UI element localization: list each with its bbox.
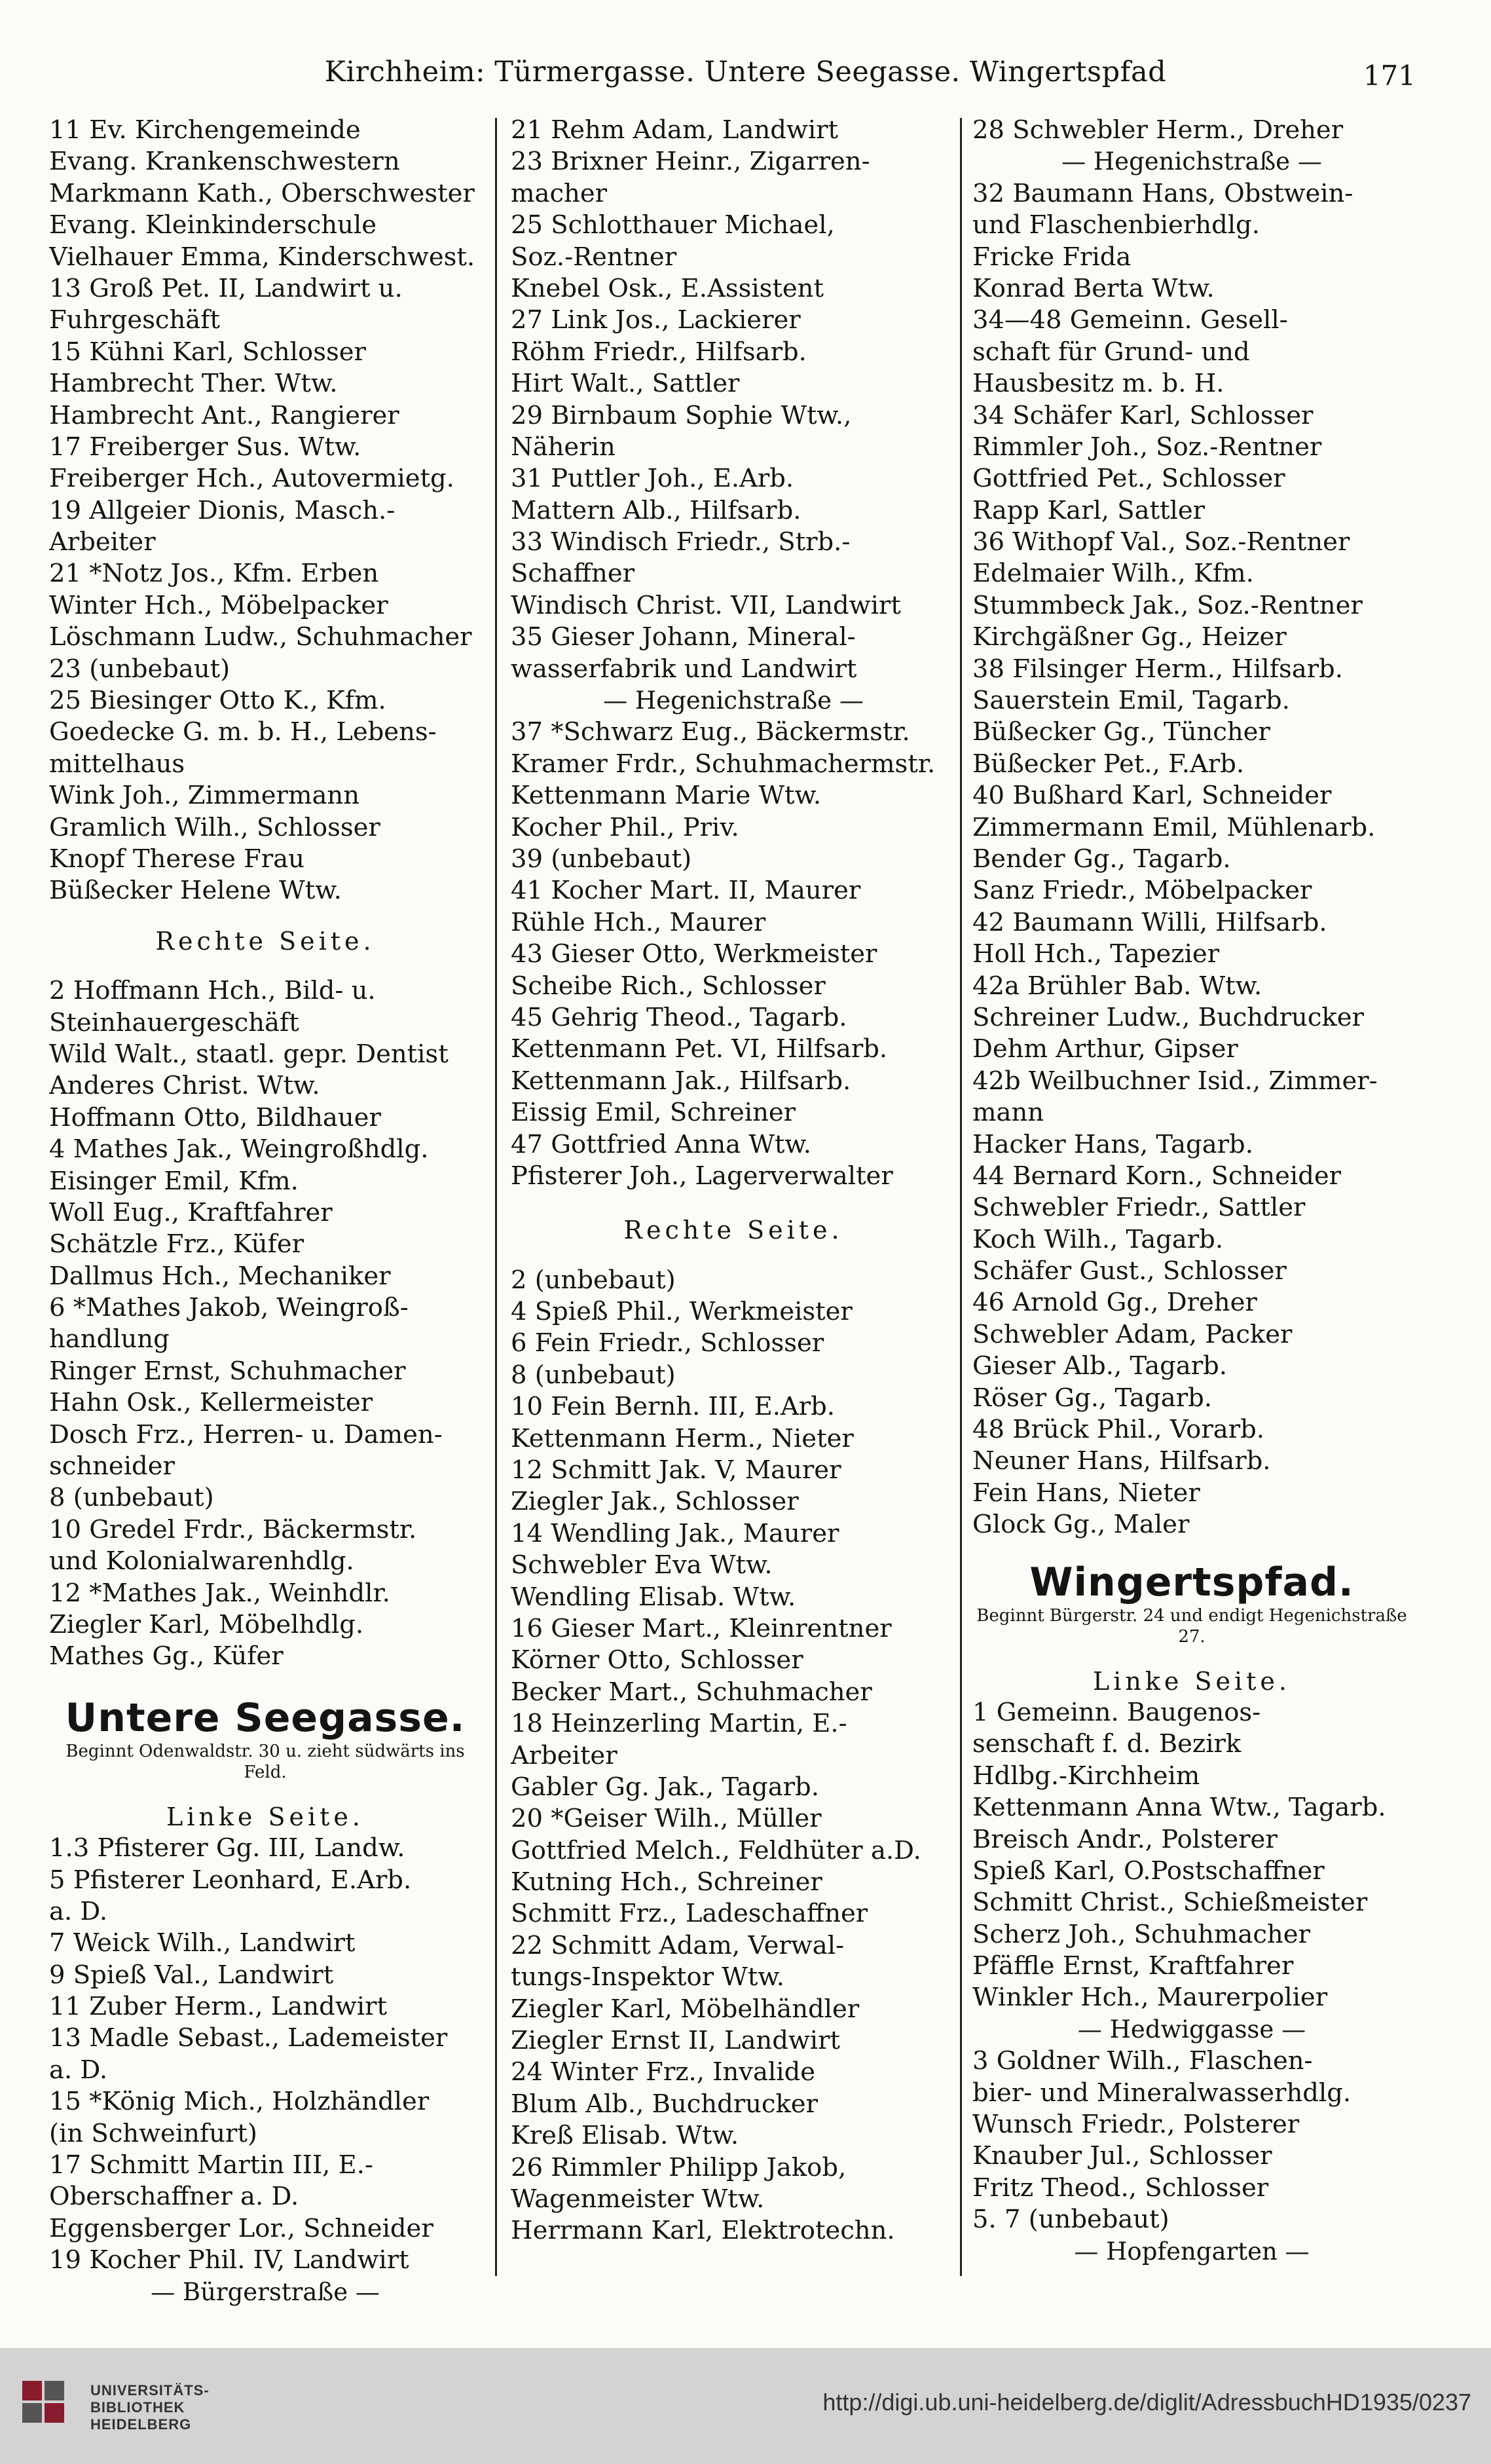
- directory-entry: mittelhaus: [49, 749, 185, 779]
- directory-entry: 28 Schwebler Herm., Dreher: [972, 115, 1344, 145]
- street-heading: Untere Seegasse.: [65, 1694, 466, 1741]
- directory-entry: 15 Kühni Karl, Schlosser: [49, 337, 366, 367]
- directory-entry: 19 Allgeier Dionis, Masch.-: [49, 495, 396, 525]
- directory-entry: (in Schweinfurt): [49, 2118, 257, 2148]
- directory-entry: bier- und Mineralwasserhdlg.: [972, 2078, 1352, 2108]
- directory-entry: Hahn Osk., Kellermeister: [49, 1388, 373, 1418]
- university-seal-icon: [18, 2377, 77, 2436]
- directory-entry: Schmitt Christ., Schießmeister: [972, 1888, 1368, 1918]
- directory-entry: Kocher Phil., Priv.: [511, 812, 739, 842]
- directory-entry: Steinhauergeschäft: [49, 1007, 299, 1037]
- directory-entry: Stummbeck Jak., Soz.-Rentner: [972, 590, 1363, 620]
- directory-entry: Anderes Christ. Wtw.: [49, 1071, 320, 1101]
- logo-text: [90, 2382, 210, 2433]
- street-note: Beginnt Bürgerstr. 24 und endigt Hegenichstraße 27.: [976, 1605, 1407, 1647]
- directory-entry: 29 Birnbaum Sophie Wtw.,: [511, 400, 852, 430]
- logo-line: HEIDELBERG: [90, 2416, 192, 2433]
- directory-entry: Gottfried Melch., Feldhüter a.D.: [511, 1835, 921, 1865]
- directory-entry: Markmann Kath., Oberschwester: [49, 178, 475, 208]
- directory-entry: Scheibe Rich., Schlosser: [511, 971, 826, 1001]
- directory-entry: 47 Gottfried Anna Wtw.: [511, 1129, 811, 1159]
- directory-entry: wasserfabrik und Landwirt: [511, 654, 857, 684]
- directory-entry: 1.3 Pfisterer Gg. III, Landw.: [49, 1833, 405, 1863]
- directory-entry: 15 *König Mich., Holzhändler: [49, 2087, 430, 2117]
- directory-entry: 5 Pfisterer Leonhard, E.Arb.: [49, 1865, 412, 1895]
- directory-entry: 11 Ev. Kirchengemeinde: [49, 115, 361, 145]
- directory-entry: 43 Gieser Otto, Werkmeister: [511, 939, 877, 969]
- directory-entry: Kettenmann Anna Wtw., Tagarb.: [972, 1793, 1386, 1823]
- directory-entry: Kettenmann Marie Wtw.: [511, 781, 822, 811]
- entries-block: [49, 975, 481, 1673]
- directory-entry: handlung: [49, 1324, 170, 1354]
- directory-entry: 17 Freiberger Sus. Wtw.: [49, 432, 361, 462]
- directory-entry: Ziegler Ernst II, Landwirt: [511, 2026, 841, 2056]
- directory-entry: 4 Spieß Phil., Werkmeister: [511, 1297, 853, 1327]
- directory-entry: Zimmermann Emil, Mühlenarb.: [972, 812, 1376, 842]
- column-1: [49, 115, 481, 2308]
- logo-line: UNIVERSITÄTS-: [90, 2382, 210, 2399]
- directory-entry: Koch Wilh., Tagarb.: [972, 1224, 1224, 1254]
- directory-entry: Woll Eug., Kraftfahrer: [49, 1197, 333, 1227]
- directory-entry: Wagenmeister Wtw.: [511, 2184, 765, 2214]
- directory-entry: 21 *Notz Jos., Kfm. Erben: [49, 559, 379, 589]
- directory-entry: Schreiner Ludw., Buchdrucker: [972, 1002, 1364, 1032]
- directory-entry: Arbeiter: [49, 527, 156, 557]
- directory-entry: tungs-Inspektor Wtw.: [511, 1962, 784, 1992]
- directory-entry: Mathes Gg., Küfer: [49, 1641, 284, 1671]
- entries-block: [49, 1833, 481, 2308]
- directory-entry: Becker Mart., Schuhmacher: [511, 1677, 872, 1707]
- directory-entry: Eggensberger Lor., Schneider: [49, 2213, 433, 2243]
- directory-entry: Schätzle Frz., Küfer: [49, 1229, 304, 1260]
- directory-entry: 25 Schlotthauer Michael,: [511, 210, 835, 240]
- directory-entry: macher: [511, 178, 608, 208]
- directory-entry: mann: [972, 1098, 1044, 1128]
- directory-entry: Kettenmann Pet. VI, Hilfsarb.: [511, 1034, 888, 1064]
- directory-entry: Röser Gg., Tagarb.: [972, 1383, 1212, 1413]
- directory-entry: Schäfer Gust., Schlosser: [972, 1256, 1287, 1286]
- directory-entry: 3 Goldner Wilh., Flaschen-: [972, 2046, 1313, 2076]
- page-number: 171: [1363, 60, 1416, 92]
- directory-entry: 34—48 Gemeinn. Gesell-: [972, 305, 1288, 335]
- directory-entry: Ziegler Karl, Möbelhändler: [511, 1994, 860, 2024]
- directory-entry: Kreß Elisab. Wtw.: [511, 2121, 739, 2151]
- directory-entry: Schaffner: [511, 559, 635, 589]
- directory-entry: und Kolonialwarenhdlg.: [49, 1546, 354, 1577]
- directory-entry: 23 (unbebaut): [49, 654, 230, 684]
- directory-entry: 9 Spieß Val., Landwirt: [49, 1960, 334, 1990]
- directory-entry: — Bürgerstraße —: [151, 2277, 380, 2306]
- directory-entry: Hacker Hans, Tagarb.: [972, 1129, 1253, 1159]
- section-heading-right: Rechte Seite.: [623, 1216, 843, 1245]
- directory-entry: Rimmler Joh., Soz.-Rentner: [972, 432, 1322, 462]
- directory-entry: 44 Bernard Korn., Schneider: [972, 1161, 1342, 1191]
- directory-entry: 2 (unbebaut): [511, 1265, 676, 1295]
- directory-entry: Pfäffle Ernst, Kraftfahrer: [972, 1951, 1294, 1981]
- directory-entry: 33 Windisch Friedr., Strb.-: [511, 527, 851, 557]
- directory-entry: 42b Weilbuchner Isid., Zimmer-: [972, 1066, 1378, 1096]
- directory-entry: 35 Gieser Johann, Mineral-: [511, 622, 856, 652]
- directory-entry: Sauerstein Emil, Tagarb.: [972, 686, 1290, 716]
- directory-entry: 42 Baumann Willi, Hilfsarb.: [972, 907, 1327, 937]
- directory-entry: 34 Schäfer Karl, Schlosser: [972, 400, 1314, 430]
- directory-entry: 39 (unbebaut): [511, 844, 692, 874]
- directory-entry: 32 Baumann Hans, Obstwein-: [972, 178, 1353, 208]
- directory-entry: Gottfried Pet., Schlosser: [972, 464, 1285, 494]
- directory-entry: Wild Walt., staatl. gepr. Dentist: [49, 1039, 449, 1069]
- directory-entry: 4 Mathes Jak., Weingroßhdlg.: [49, 1134, 429, 1165]
- directory-entry: Gabler Gg. Jak., Tagarb.: [511, 1772, 819, 1802]
- directory-entry: Konrad Berta Wtw.: [972, 273, 1215, 303]
- directory-entry: Wunsch Friedr., Polsterer: [972, 2110, 1300, 2140]
- directory-entry: Ziegler Karl, Möbelhdlg.: [49, 1609, 364, 1639]
- directory-entry: Rapp Karl, Sattler: [972, 495, 1206, 525]
- directory-entry: schaft für Grund- und: [972, 337, 1250, 367]
- street-note: Beginnt Odenwaldstr. 30 u. zieht südwärts ins Feld.: [65, 1741, 465, 1782]
- directory-entry: Eissig Emil, Schreiner: [511, 1098, 796, 1128]
- directory-entry: 8 (unbebaut): [511, 1360, 676, 1390]
- directory-entry: Büßecker Pet., F.Arb.: [972, 749, 1245, 779]
- directory-entry: senschaft f. d. Bezirk: [972, 1729, 1242, 1759]
- directory-entry: 45 Gehrig Theod., Tagarb.: [511, 1002, 847, 1032]
- directory-entry: 12 *Mathes Jak., Weinhdlr.: [49, 1578, 390, 1608]
- directory-entry: 41 Kocher Mart. II, Maurer: [511, 876, 861, 906]
- directory-entry: 13 Groß Pet. II, Landwirt u.: [49, 273, 403, 303]
- directory-entry: Scherz Joh., Schuhmacher: [972, 1919, 1310, 1949]
- directory-entry: 31 Puttler Joh., E.Arb.: [511, 464, 794, 494]
- directory-entry: Rühle Hch., Maurer: [511, 907, 766, 937]
- directory-entry: Löschmann Ludw., Schuhmacher: [49, 622, 472, 652]
- directory-entry: Winter Hch., Möbelpacker: [49, 590, 388, 620]
- directory-entry: Dosch Frz., Herren- u. Damen-: [49, 1419, 443, 1449]
- directory-entry: Knauber Jul., Schlosser: [972, 2141, 1272, 2171]
- footer-bar: [0, 2348, 1491, 2464]
- directory-entry: Evang. Kleinkinderschule: [49, 210, 377, 240]
- logo-line: BIBLIOTHEK: [90, 2399, 185, 2416]
- entries-block: [49, 115, 481, 907]
- column-divider: [960, 118, 962, 2276]
- directory-entry: 13 Madle Sebast., Lademeister: [49, 2023, 448, 2053]
- directory-entry: 40 Bußhard Karl, Schneider: [972, 781, 1332, 811]
- directory-entry: — Hedwiggasse —: [1077, 2015, 1306, 2044]
- directory-entry: Schwebler Friedr., Sattler: [972, 1193, 1306, 1223]
- directory-entry: 23 Brixner Heinr., Zigarren-: [511, 147, 870, 177]
- directory-entry: 10 Fein Bernh. III, E.Arb.: [511, 1392, 836, 1422]
- directory-entry: Wendling Elisab. Wtw.: [511, 1582, 796, 1612]
- directory-entry: — Hegenichstraße —: [603, 686, 864, 715]
- directory-entry: schneider: [49, 1451, 175, 1482]
- directory-entry: 12 Schmitt Jak. V, Maurer: [511, 1455, 841, 1485]
- directory-entry: und Flaschenbierhdlg.: [972, 210, 1260, 240]
- directory-entry: 6 Fein Friedr., Schlosser: [511, 1328, 824, 1358]
- directory-entry: 10 Gredel Frdr., Bäckermstr.: [49, 1514, 417, 1544]
- directory-entry: Holl Hch., Tapezier: [972, 939, 1220, 969]
- column-2: [511, 115, 956, 2247]
- directory-entry: Sanz Friedr., Möbelpacker: [972, 876, 1312, 906]
- directory-entry: Freiberger Hch., Autovermietg.: [49, 464, 454, 494]
- directory-entry: — Hopfengarten —: [1074, 2237, 1310, 2266]
- directory-entry: 25 Biesinger Otto K., Kfm.: [49, 686, 386, 716]
- directory-entry: Soz.-Rentner: [511, 242, 677, 272]
- directory-entry: Körner Otto, Schlosser: [511, 1645, 803, 1675]
- directory-entry: Herrmann Karl, Elektrotechn.: [511, 2216, 895, 2246]
- directory-entry: Oberschaffner a. D.: [49, 2182, 299, 2212]
- directory-entry: Neuner Hans, Hilfsarb.: [972, 1446, 1271, 1476]
- street-heading: Wingertspfad.: [1029, 1559, 1354, 1605]
- directory-entry: 20 *Geiser Wilh., Müller: [511, 1804, 822, 1834]
- directory-entry: Gieser Alb., Tagarb.: [972, 1351, 1228, 1381]
- directory-entry: Hambrecht Ant., Rangierer: [49, 400, 399, 430]
- directory-entry: Hoffmann Otto, Bildhauer: [49, 1102, 381, 1132]
- directory-entry: Ringer Ernst, Schuhmacher: [49, 1356, 406, 1386]
- page-title: Kirchheim: Türmergasse. Untere Seegasse. Wingertspfad: [324, 56, 1167, 88]
- directory-entry: Kettenmann Herm., Nieter: [511, 1423, 854, 1453]
- directory-entry: Kramer Frdr., Schuhmachermstr.: [511, 749, 936, 779]
- directory-entry: 21 Rehm Adam, Landwirt: [511, 115, 839, 145]
- directory-entry: Pfisterer Joh., Lagerverwalter: [511, 1161, 893, 1191]
- directory-entry: 18 Heinzerling Martin, E.-: [511, 1709, 847, 1739]
- directory-entry: 8 (unbebaut): [49, 1483, 214, 1513]
- directory-entry: Büßecker Gg., Tüncher: [972, 717, 1270, 747]
- directory-entry: 38 Filsinger Herm., Hilfsarb.: [972, 654, 1343, 684]
- directory-entry: Bender Gg., Tagarb.: [972, 844, 1231, 874]
- directory-entry: Blum Alb., Buchdrucker: [511, 2089, 818, 2119]
- directory-entry: 5. 7 (unbebaut): [972, 2205, 1169, 2235]
- directory-entry: Kettenmann Jak., Hilfsarb.: [511, 1066, 851, 1096]
- entries-block: [972, 115, 1411, 1541]
- directory-entry: a. D.: [49, 1896, 108, 1926]
- directory-entry: Schwebler Adam, Packer: [972, 1319, 1293, 1349]
- column-3: [972, 115, 1411, 2268]
- directory-entry: Hausbesitz m. b. H.: [972, 369, 1224, 399]
- directory-entry: 11 Zuber Herm., Landwirt: [49, 1992, 387, 2022]
- directory-entry: 42a Brühler Bab. Wtw.: [972, 971, 1262, 1001]
- directory-entry: Spieß Karl, O.Postschaffner: [972, 1856, 1325, 1886]
- directory-entry: Evang. Krankenschwestern: [49, 147, 400, 177]
- directory-entry: 24 Winter Frz., Invalide: [511, 2057, 816, 2087]
- directory-entry: Arbeiter: [511, 1740, 617, 1770]
- directory-entry: Breisch Andr., Polsterer: [972, 1824, 1278, 1854]
- source-url-link[interactable]: http://digi.ub.uni-heidelberg.de/diglit/AdressbuchHD1935/0237: [822, 2389, 1471, 2416]
- directory-entry: Vielhauer Emma, Kinderschwest.: [49, 242, 475, 272]
- directory-entry: Glock Gg., Maler: [972, 1510, 1190, 1540]
- directory-entry: Eisinger Emil, Kfm.: [49, 1166, 299, 1196]
- directory-entry: Fein Hans, Nieter: [972, 1478, 1200, 1508]
- library-logo[interactable]: [18, 2372, 210, 2440]
- directory-entry: Schwebler Eva Wtw.: [511, 1550, 773, 1580]
- directory-entry: Schmitt Frz., Ladeschaffner: [511, 1899, 868, 1929]
- directory-entry: 27 Link Jos., Lackierer: [511, 305, 801, 335]
- directory-entry: a. D.: [49, 2055, 108, 2085]
- directory-entry: Ziegler Jak., Schlosser: [511, 1487, 799, 1517]
- entries-block: [972, 1697, 1411, 2268]
- directory-entry: Hirt Walt., Sattler: [511, 369, 740, 399]
- directory-entry: 16 Gieser Mart., Kleinrentner: [511, 1613, 892, 1643]
- directory-entry: Fritz Theod., Schlosser: [972, 2173, 1269, 2203]
- directory-entry: 36 Withopf Val., Soz.-Rentner: [972, 527, 1350, 557]
- directory-entry: 14 Wendling Jak., Maurer: [511, 1518, 839, 1548]
- directory-entry: 26 Rimmler Philipp Jakob,: [511, 2152, 847, 2182]
- directory-entry: Dehm Arthur, Gipser: [972, 1034, 1238, 1064]
- directory-entry: Windisch Christ. VII, Landwirt: [511, 590, 901, 620]
- directory-entry: Mattern Alb., Hilfsarb.: [511, 495, 801, 525]
- directory-entry: 17 Schmitt Martin III, E.-: [49, 2150, 374, 2180]
- directory-entry: 7 Weick Wilh., Landwirt: [49, 1928, 356, 1958]
- directory-entry: Dallmus Hch., Mechaniker: [49, 1261, 391, 1291]
- directory-entry: Wink Joh., Zimmermann: [49, 781, 360, 811]
- directory-entry: 22 Schmitt Adam, Verwal-: [511, 1930, 845, 1960]
- entries-block: [511, 1265, 956, 2247]
- directory-entry: 46 Arnold Gg., Dreher: [972, 1288, 1257, 1318]
- directory-entry: Kutning Hch., Schreiner: [511, 1867, 822, 1897]
- column-divider: [495, 118, 497, 2276]
- section-heading-right: Rechte Seite.: [155, 926, 375, 956]
- directory-entry: Winkler Hch., Maurerpolier: [972, 1983, 1328, 2013]
- directory-entry: Kirchgäßner Gg., Heizer: [972, 622, 1287, 652]
- directory-entry: Gramlich Wilh., Schlosser: [49, 812, 380, 842]
- directory-entry: 6 *Mathes Jakob, Weingroß-: [49, 1293, 409, 1323]
- directory-entry: Knopf Therese Frau: [49, 844, 304, 874]
- section-heading-left: Linke Seite.: [1093, 1666, 1291, 1696]
- section-heading-left: Linke Seite.: [166, 1802, 364, 1831]
- directory-entry: Knebel Osk., E.Assistent: [511, 273, 824, 303]
- directory-entry: Hambrecht Ther. Wtw.: [49, 369, 338, 399]
- directory-entry: Näherin: [511, 432, 616, 462]
- directory-entry: Hdlbg.-Kirchheim: [972, 1761, 1200, 1791]
- directory-entry: Goedecke G. m. b. H., Lebens-: [49, 717, 437, 747]
- directory-entry: 1 Gemeinn. Baugenos-: [972, 1697, 1261, 1727]
- directory-entry: Röhm Friedr., Hilfsarb.: [511, 337, 807, 367]
- running-header: [0, 56, 1491, 95]
- directory-entry: — Hegenichstraße —: [1061, 147, 1322, 176]
- directory-entry: 19 Kocher Phil. IV, Landwirt: [49, 2245, 409, 2275]
- entries-block: [511, 115, 956, 1192]
- directory-entry: Fricke Frida: [972, 242, 1132, 272]
- directory-entry: Büßecker Helene Wtw.: [49, 876, 342, 906]
- directory-entry: Fuhrgeschäft: [49, 305, 220, 335]
- directory-entry: 37 *Schwarz Eug., Bäckermstr.: [511, 717, 910, 747]
- directory-entry: 48 Brück Phil., Vorarb.: [972, 1415, 1264, 1445]
- directory-entry: 2 Hoffmann Hch., Bild- u.: [49, 976, 376, 1006]
- directory-entry: Edelmaier Wilh., Kfm.: [972, 559, 1254, 589]
